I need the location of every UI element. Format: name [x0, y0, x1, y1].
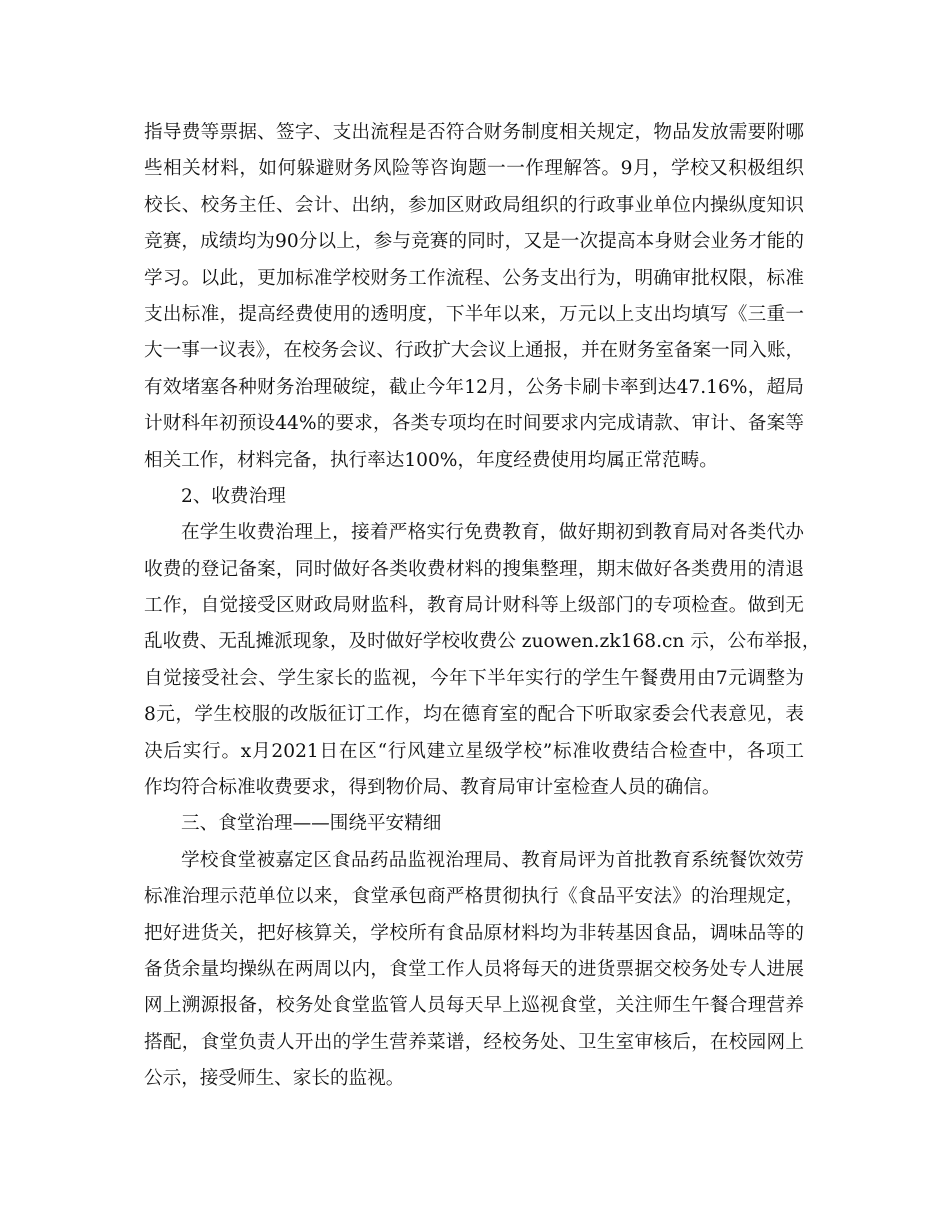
body-line: 乱收费、无乱摊派现象，及时做好学校收费公 zuowen.zk168.cn 示，公布举报， [144, 631, 821, 653]
paragraph-first-line: 学校食堂被嘉定区食品药品监视治理局、教育局评为首批教育系统餐饮效劳 [181, 849, 804, 871]
body-line: 搭配，食堂负责人开出的学生营养菜谱，经校务处、卫生室审核后，在校园网上 [144, 1031, 804, 1053]
body-line: 自觉接受社会、学生家长的监视，今年下半年实行的学生午餐费用由7元调整为 [144, 667, 804, 689]
body-line: 有效堵塞各种财务治理破绽，截止今年12月，公务卡刷卡率到达47.16%，超局 [144, 376, 804, 398]
body-line: 8元，学生校服的改版征订工作，均在德育室的配合下听取家委会代表意见，表 [144, 704, 804, 726]
body-line: 竞赛，成绩均为90分以上，参与竞赛的同时，又是一次提高本身财会业务才能的 [144, 231, 804, 253]
body-line: 把好进货关，把好核算关，学校所有食品原材料均为非转基因食品，调味品等的 [144, 922, 804, 944]
body-line: 备货余量均操纵在两周以内，食堂工作人员将每天的进货票据交校务处专人进展 [144, 958, 804, 980]
paragraph-last-line: 作均符合标准收费要求，得到物价局、教育局审计室检查人员的确信。 [144, 777, 721, 799]
body-line: 计财科年初预设44%的要求，各类专项均在时间要求内完成请款、审计、备案等 [144, 413, 804, 435]
body-line: 工作，自觉接受区财政局财监科，教育局计财科等上级部门的专项检查。做到无 [144, 595, 804, 617]
body-line: 指导费等票据、签字、支出流程是否符合财务制度相关规定，物品发放需要附哪 [144, 122, 804, 143]
paragraph-first-line: 在学生收费治理上，接着严格实行免费教育，做好期初到教育局对各类代办 [181, 522, 804, 544]
body-line: 学习。以此，更加标准学校财务工作流程、公务支出行为，明确审批权限，标准 [144, 267, 804, 289]
paragraph-last-line: 相关工作，材料完备，执行率达100%，年度经费使用均属正常范畴。 [144, 449, 718, 471]
body-line: 决后实行。x月2021日在区“行风建立星级学校”标准收费结合检查中，各项工 [144, 740, 804, 762]
section-heading: 三、食堂治理——围绕平安精细 [181, 813, 442, 835]
body-line: 标准治理示范单位以来，食堂承包商严格贯彻执行《食品平安法》的治理规定， [144, 886, 804, 908]
paragraph-last-line: 公示，接受师生、家长的监视。 [144, 1068, 405, 1090]
body-line: 网上溯源报备，校务处食堂监管人员每天早上巡视食堂，关注师生午餐合理营养 [144, 995, 804, 1017]
body-line: 大一事一议表》，在校务会议、行政扩大会议上通报，并在财务室备案一同入账， [144, 340, 805, 362]
document-body [144, 115, 821, 1098]
body-line: 支出标准，提高经费使用的透明度，下半年以来，万元以上支出均填写《三重一 [144, 303, 804, 325]
body-line: 收费的登记备案，同时做好各类收费材料的搜集整理，期末做好各类费用的清退 [144, 558, 804, 580]
body-line: 些相关材料，如何躲避财务风险等咨询题一一作理解答。9月，学校又积极组织 [144, 158, 804, 180]
section-heading: 2、收费治理 [181, 485, 286, 507]
body-line: 校长、校务主任、会计、出纳，参加区财政局组织的行政事业单位内操纵度知识 [144, 194, 804, 216]
